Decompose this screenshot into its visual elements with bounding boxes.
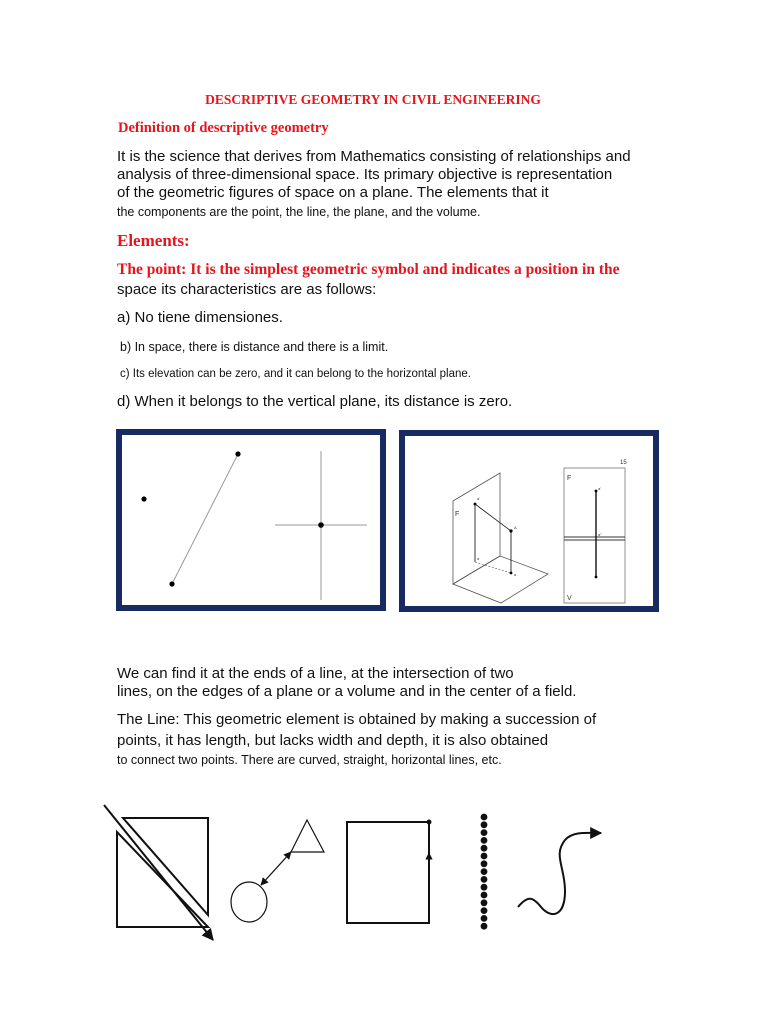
definition-line-4: the components are the point, the line, the plane, and the volume. <box>117 205 481 219</box>
epure-label-f: F <box>567 475 572 482</box>
epure-point-top <box>595 490 598 493</box>
where-line-2: lines, on the edges of a plane or a volume and in the center of a field. <box>117 683 577 700</box>
curved-arrow <box>518 833 601 914</box>
dot <box>481 814 488 821</box>
horizontal-plane <box>453 556 548 603</box>
characteristic-a: a) No tiene dimensiones. <box>117 309 283 326</box>
dot <box>481 923 488 930</box>
point-intro: space its characteristics are as follows: <box>117 281 377 298</box>
definition-line-1: It is the science that derives from Mathematics consisting of relationships and <box>117 148 631 165</box>
dot <box>481 899 488 906</box>
projection-drawing <box>405 436 653 606</box>
line-text-3: to connect two points. There are curved, straight, horizontal lines, etc. <box>117 753 502 767</box>
dot <box>481 837 488 844</box>
label-point: a <box>477 556 480 561</box>
characteristic-c: c) Its elevation can be zero, and it can belong to the horizontal plane. <box>120 368 471 380</box>
dot <box>481 860 488 867</box>
dot <box>481 892 488 899</box>
definition-heading: Definition of descriptive geometry <box>118 120 329 136</box>
page-number: 15 <box>620 460 627 466</box>
parallel-lines-figure <box>104 805 213 940</box>
dot <box>481 884 488 891</box>
projection-figure-right <box>399 430 659 612</box>
connect-shapes-figure <box>231 820 324 922</box>
line-text-1: The Line: This geometric element is obtained by making a succession of <box>117 711 597 728</box>
dot <box>481 868 488 875</box>
definition-line-3: of the geometric figures of space on a plane. The elements that it <box>117 184 549 201</box>
epure-label-v: V <box>567 595 572 602</box>
segment-end-point-bottom <box>169 581 174 586</box>
point-figure-left <box>116 429 386 611</box>
dot <box>481 845 488 852</box>
characteristic-b: b) In space, there is distance and there is a limit. <box>120 340 389 354</box>
dot <box>481 853 488 860</box>
point-heading: The point: It is the simplest geometric symbol and indicates a position in the <box>117 261 620 278</box>
diagonal-arrow <box>104 805 213 940</box>
projected-point-a1 <box>474 503 477 506</box>
segment-end-point-top <box>235 451 240 456</box>
epure-point-bottom <box>595 576 598 579</box>
document-title: DESCRIPTIVE GEOMETRY IN CIVIL ENGINEERING <box>205 92 541 107</box>
dot <box>481 829 488 836</box>
line-text-2: points, it has length, but lacks width and depth, it is also obtained <box>117 732 549 749</box>
epure-frame <box>564 468 625 603</box>
epure-label-a-prime: a' <box>598 486 601 491</box>
space-point-A <box>509 529 512 532</box>
where-line-1: We can find it at the ends of a line, at the intersection of two <box>117 665 514 682</box>
label-a-prime: a' <box>477 496 480 501</box>
point-examples-drawing <box>122 435 380 605</box>
dot <box>481 876 488 883</box>
projected-point-a <box>510 572 513 575</box>
label-A: A <box>514 525 517 530</box>
definition-line-2: analysis of three-dimensional space. Its primary objective is representation <box>117 166 613 183</box>
epure-label-a-double: a'' <box>598 532 602 537</box>
square-figure <box>347 820 432 924</box>
projection-line-top <box>475 504 511 531</box>
intersection-point <box>318 522 324 528</box>
dotted-line-figure <box>481 814 488 930</box>
isolated-point <box>141 496 146 501</box>
dot <box>481 907 488 914</box>
elements-heading: Elements: <box>117 231 190 250</box>
dot <box>481 821 488 828</box>
circle-shape <box>231 882 267 922</box>
plane-label-f: F <box>455 511 460 518</box>
triangle-shape <box>291 820 324 852</box>
square-shape <box>347 822 429 923</box>
characteristic-d: d) When it belongs to the vertical plane, its distance is zero. <box>117 393 513 410</box>
double-arrow <box>261 852 291 885</box>
dot <box>481 915 488 922</box>
label-a: a <box>514 572 517 577</box>
segment-line <box>172 454 238 584</box>
line-types-drawing <box>95 795 625 955</box>
